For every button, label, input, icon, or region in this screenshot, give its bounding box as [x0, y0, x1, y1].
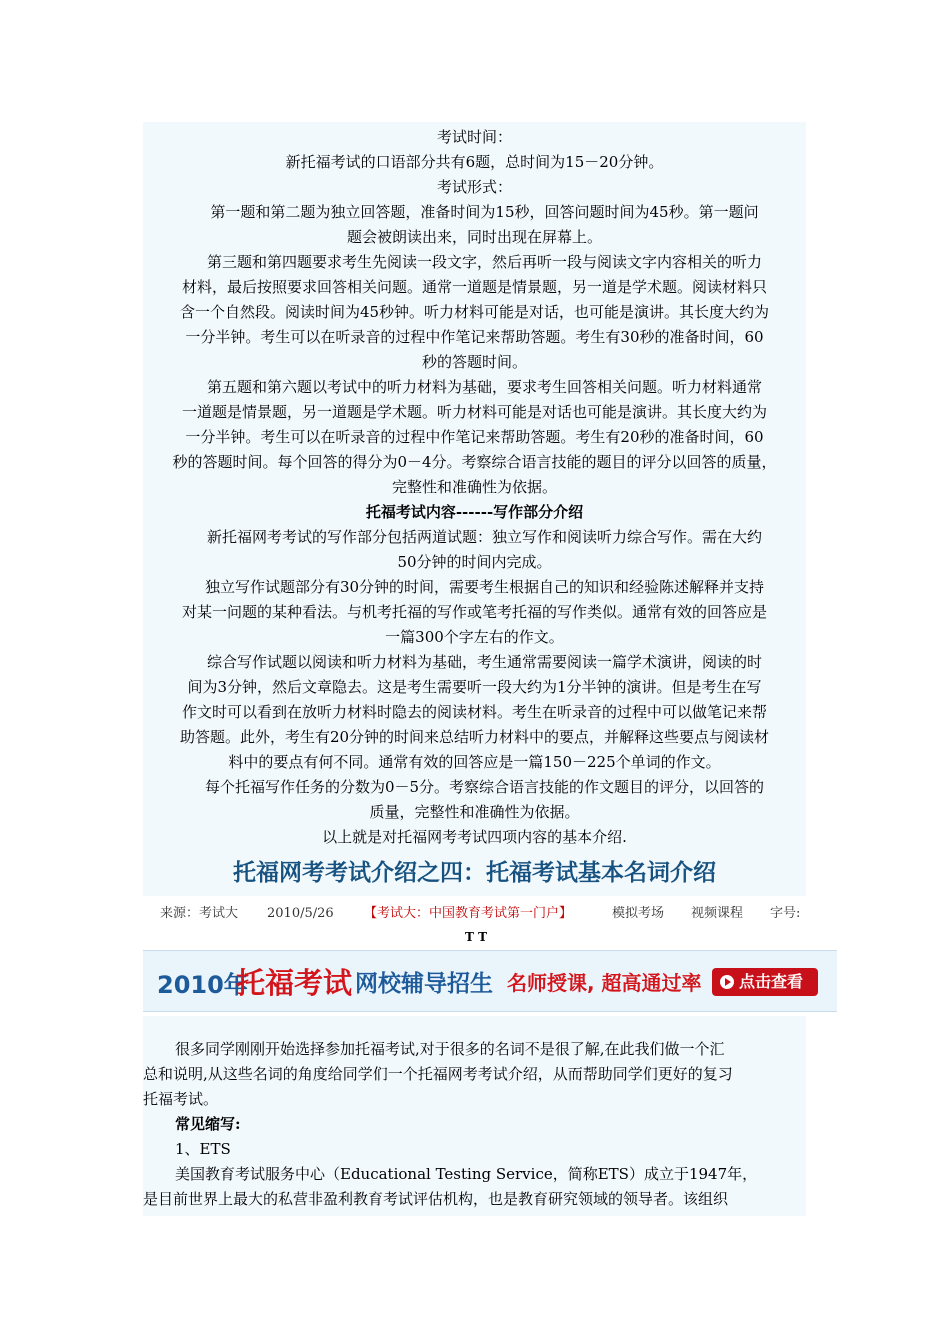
section-heading: 托福考试内容------写作部分介绍 — [365, 503, 584, 521]
text-line: 考试形式： — [436, 178, 512, 196]
text-line: 50分钟的时间内完成。 — [397, 553, 552, 571]
video-course-link[interactable]: 视频课程 — [691, 906, 744, 921]
publish-date: 2010/5/26 — [267, 906, 334, 921]
text-line: 秒的答题时间。每个回答的得分为0－4分。考察综合语言技能的题目的评分以回答的质量， — [172, 453, 777, 471]
text-line: 以上就是对托福网考考试四项内容的基本介绍. — [322, 828, 627, 846]
site-link[interactable]: 【考试大：中国教育考试第一门户】 — [364, 906, 573, 921]
banner-slogan: 名师授课, 超高通过率 — [507, 971, 702, 995]
text-line: 秒的答题时间。 — [421, 353, 527, 371]
text-line: 考试时间： — [436, 128, 512, 146]
text-line: 1、ETS — [175, 1140, 231, 1158]
article-title: 托福网考考试介绍之四：托福考试基本名词介绍 — [233, 860, 716, 886]
font-size-toggle[interactable]: T T — [465, 930, 488, 944]
source-label: 来源：考试大 — [160, 906, 239, 921]
text-line: 一道题是情景题，另一道题是学术题。听力材料可能是对话也可能是演讲。其长度大约为 — [181, 403, 767, 421]
text-line: 第五题和第六题以考试中的听力材料为基础，要求考生回答相关问题。听力材料通常 — [206, 378, 762, 396]
text-line: 一篇300个字左右的作文。 — [385, 628, 564, 646]
ad-banner[interactable] — [143, 950, 837, 1012]
text-line: 一分半钟。考生可以在听录音的过程中作笔记来帮助答题。考生有20秒的准备时间，60 — [185, 428, 764, 446]
text-line: 含一个自然段。阅读时间为45秒钟。听力材料可能是对话，也可能是演讲。其长度大约为 — [179, 303, 770, 321]
banner-exam: 托福考试 — [236, 966, 353, 1000]
banner-year: 2010年 — [157, 971, 248, 999]
font-size-label: 字号: — [770, 906, 801, 921]
text-line: 质量，完整性和准确性为依据。 — [369, 803, 580, 821]
banner-button-label: 点击查看 — [739, 972, 804, 991]
text-line: 一分半钟。考生可以在听录音的过程中作笔记来帮助答题。考生有30秒的准备时间，60 — [185, 328, 764, 346]
text-line: 题会被朗读出来，同时出现在屏幕上。 — [346, 228, 602, 246]
text-line: 很多同学刚刚开始选择参加托福考试,对于很多的名词不是很了解,在此我们做一个汇 — [175, 1040, 725, 1058]
text-line: 综合写作试题以阅读和听力材料为基础，考生通常需要阅读一篇学术演讲，阅读的时 — [206, 653, 762, 671]
text-line: 是目前世界上最大的私营非盈利教育考试评估机构，也是教育研究领域的领导者。该组织 — [143, 1190, 729, 1208]
text-line: 材料，最后按照要求回答相关问题。通常一道题是情景题，另一道是学术题。阅读材料只 — [181, 278, 767, 296]
subheading: 常见缩写: — [175, 1115, 241, 1133]
text-line: 第三题和第四题要求考生先阅读一段文字，然后再听一段与阅读文字内容相关的听力 — [206, 253, 762, 271]
text-line: 助答题。此外，考生有20分钟的时间来总结听力材料中的要点，并解释这些要点与阅读材 — [179, 728, 770, 746]
text-line: 独立写作试题部分有30分钟的时间，需要考生根据自己的知识和经验陈述解释并支持 — [204, 578, 765, 596]
text-line: 对某一问题的某种看法。与机考托福的写作或笔考托福的写作类似。通常有效的回答应是 — [181, 603, 767, 621]
banner-enroll: 网校辅导招生 — [355, 971, 493, 997]
text-line: 料中的要点有何不同。通常有效的回答应是一篇150－225个单词的作文。 — [228, 753, 721, 771]
text-line: 美国教育考试服务中心（Educational Testing Service，简称ETS）成立于1947年， — [175, 1165, 758, 1183]
text-line: 间为3分钟，然后文章隐去。这是考生需要听一段大约为1分半钟的演讲。但是考生在写 — [187, 678, 762, 696]
text-line: 完整性和准确性为依据。 — [391, 478, 557, 496]
text-line: 每个托福写作任务的分数为0－5分。考察综合语言技能的作文题目的评分，以回答的 — [204, 778, 765, 796]
text-line: 新托福考试的口语部分共有6题，总时间为15－20分钟。 — [285, 153, 664, 171]
play-icon — [720, 975, 734, 989]
mock-exam-link[interactable]: 模拟考场 — [612, 906, 665, 921]
text-line: 总和说明,从这些名词的角度给同学们一个托福网考考试介绍，从而帮助同学们更好的复习 — [143, 1065, 733, 1083]
text-line: 第一题和第二题为独立回答题，准备时间为15秒，回答问题时间为45秒。第一题问 — [210, 203, 759, 221]
text-line: 作文时可以看到在放听力材料时隐去的阅读材料。考生在听录音的过程中可以做笔记来帮 — [181, 703, 767, 721]
text-line: 新托福网考考试的写作部分包括两道试题：独立写作和阅读听力综合写作。需在大约 — [206, 528, 762, 546]
banner-view-button[interactable] — [712, 968, 818, 996]
text-line: 托福考试。 — [143, 1090, 219, 1108]
